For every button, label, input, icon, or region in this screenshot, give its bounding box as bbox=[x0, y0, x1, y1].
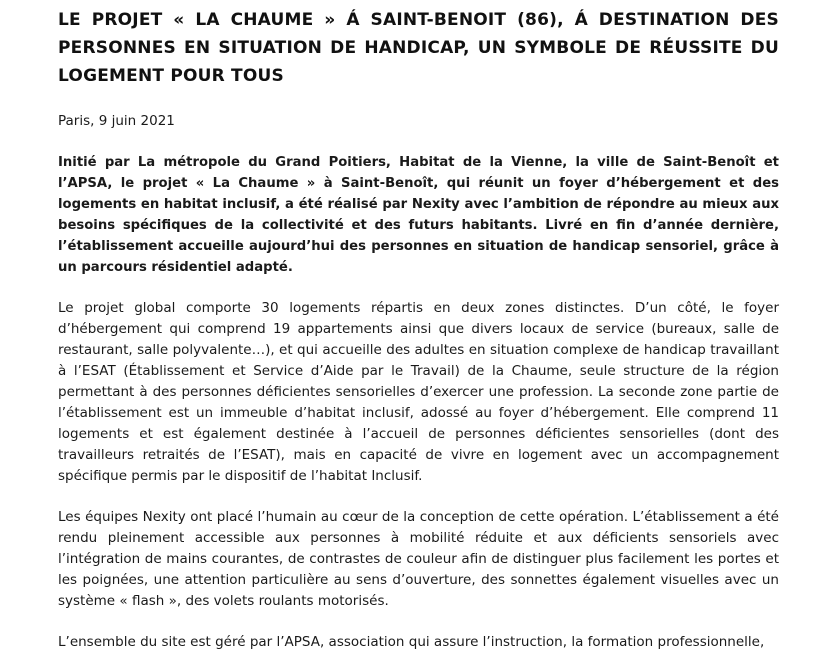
body-paragraph-3: L’ensemble du site est géré par l’APSA, association qui assure l’instruction, la formation professionnelle, bbox=[58, 634, 765, 650]
body-paragraph-2: Les équipes Nexity ont placé l’humain au cœur de la conception de cette opération. L’établissement a été rendu pleinement accessible aux personnes à mobilité réduite et aux déficients sensoriels avec l’intégration de mains courantes, de contrastes de couleur afin de distinguer plus facilement les portes et les poignées, une attention particulière au sens d’ouverture, des sonnettes également visuelles avec un système « flash », des volets roulants motorisés. bbox=[58, 509, 779, 609]
document-title: LE PROJET « LA CHAUME » Á SAINT-BENOIT (86), Á DESTINATION DES PERSONNES EN SITUATION DE HANDICAP, UN SYMBOLE DE RÉUSSITE DU LOGEMENT POUR TOUS bbox=[58, 10, 779, 86]
dateline: Paris, 9 juin 2021 bbox=[58, 113, 175, 129]
lead-paragraph: Initié par La métropole du Grand Poitiers, Habitat de la Vienne, la ville de Saint-Benoît et l’APSA, le projet « La Chaume » à Saint-Benoît, qui réunit un foyer d’hébergement et des logements en habitat inclusif, a été réalisé par Nexity avec l’ambition de répondre au mieux aux besoins spécifiques de la collectivité et des futurs habitants. Livré en fin d’année dernière, l’établissement accueille aujourd’hui des personnes en situation de handicap sensoriel, grâce à un parcours résidentiel adapté. bbox=[58, 155, 779, 275]
body-paragraph-1: Le projet global comporte 30 logements répartis en deux zones distinctes. D’un côté, le foyer d’hébergement qui comprend 19 appartements ainsi que divers locaux de service (bureaux, salle de restaurant, salle polyvalente…), et qui accueille des adultes en situation complexe de handicap travaillant à l’ESAT (Établissement et Service d’Aide par le Travail) de la Chaume, seule structure de la région permettant à des personnes déficientes sensorielles d’exercer une profession. La seconde zone partie de l’établissement est un immeuble d’habitat inclusif, adossé au foyer d’hébergement. Elle comprend 11 logements et est également destinée à l’accueil de personnes déficientes sensorielles (dont des travailleurs retraités de l’ESAT), mais en capacité de vivre en logement avec un accompagnement spécifique permis par le dispositif de l’habitat Inclusif. bbox=[58, 300, 779, 484]
press-release bbox=[58, 6, 779, 653]
